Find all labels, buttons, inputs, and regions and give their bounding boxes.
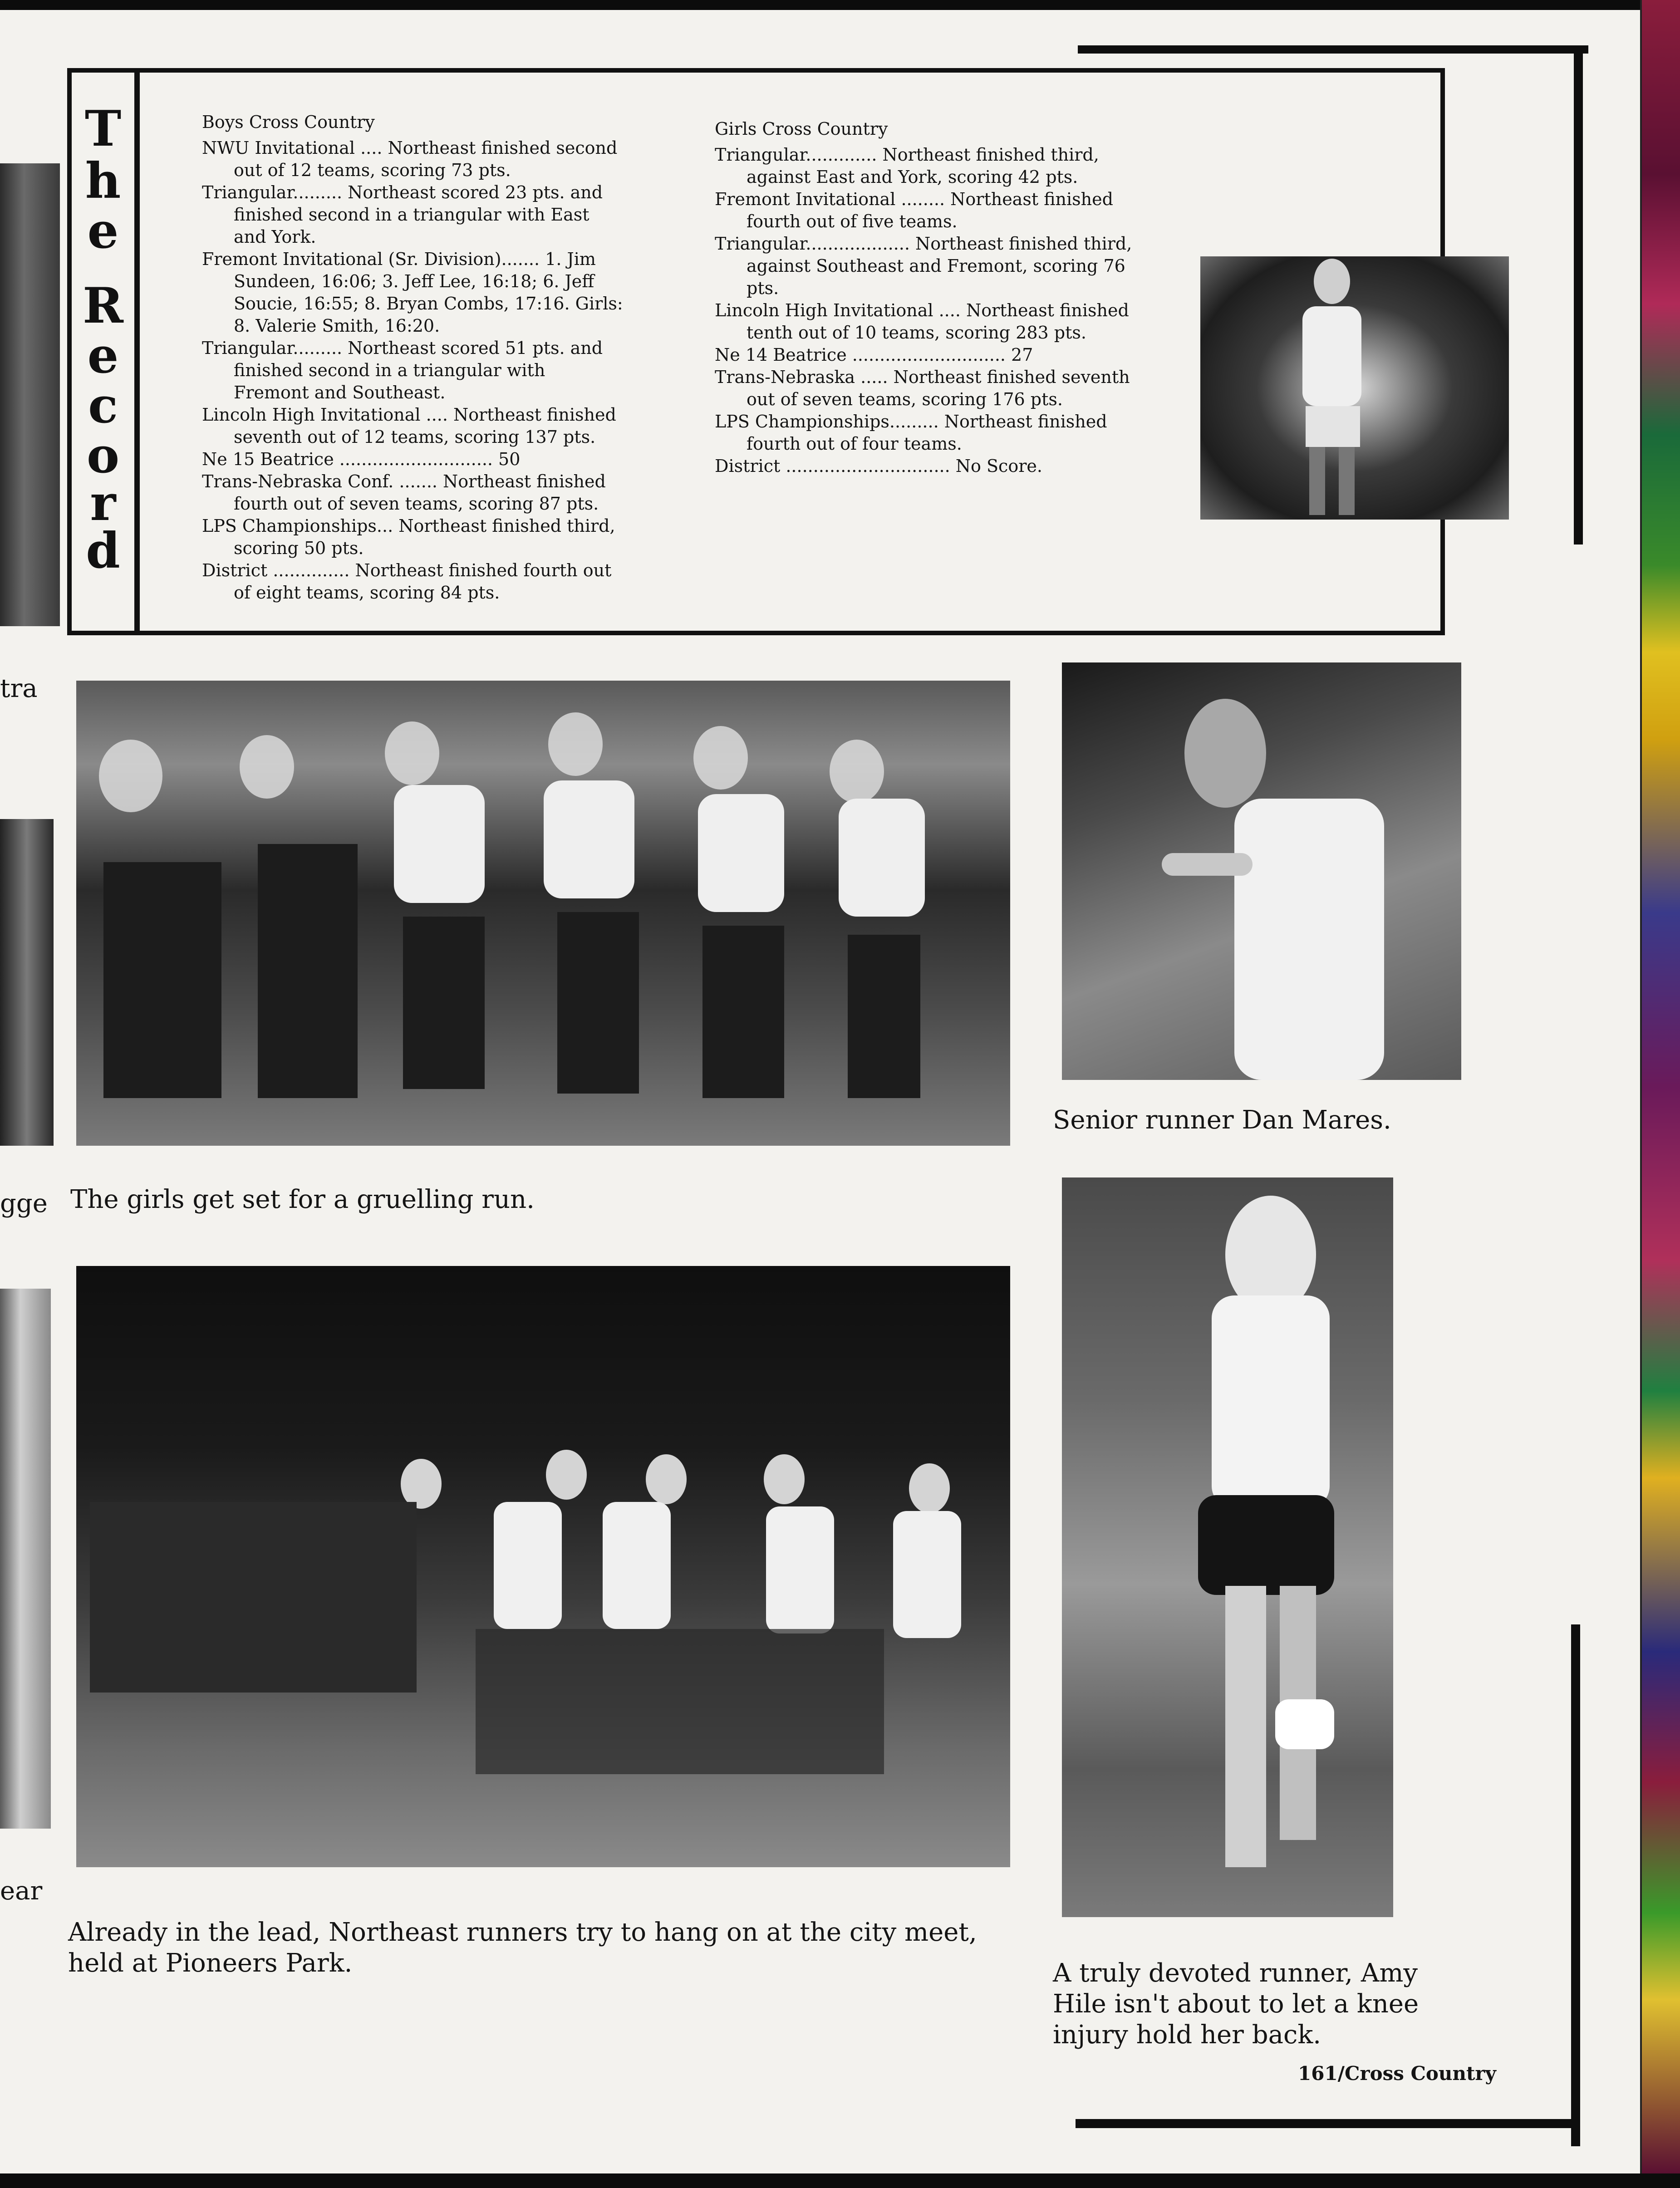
girls-record-column xyxy=(715,118,1137,477)
boys-heading: Boys Cross Country xyxy=(202,112,375,132)
bottom-rule xyxy=(1076,2119,1579,2128)
record-letter-1: T xyxy=(84,100,122,157)
girls-heading: Girls Cross Country xyxy=(715,119,888,139)
amy-hile-photo xyxy=(1062,1177,1393,1917)
boys-entry: District .............. Northeast finished fourth out of eight teams, scoring 84 pts. xyxy=(202,560,612,603)
runner-photo-small xyxy=(1200,256,1509,520)
facing-page-text-1: tra xyxy=(0,674,38,703)
record-letter-4: R xyxy=(83,277,123,334)
caption-girls-start: The girls get set for a gruelling run. xyxy=(70,1185,535,1214)
binding-edge xyxy=(1642,0,1680,2173)
top-rule xyxy=(1078,45,1588,54)
facing-page-photo-3 xyxy=(0,1289,51,1829)
girls-entry: Trans-Nebraska ..... Northeast finished seventh out of seven teams, scoring 176 pts. xyxy=(715,367,1130,409)
record-letter-7: o xyxy=(86,427,120,484)
boys-entry: Lincoln High Invitational .... Northeast finished seventh out of 12 teams, scoring 137 pts. xyxy=(202,405,616,447)
boys-entry: Triangular......... Northeast scored 51 pts. and finished second in a triangular with Fremont and Southeast. xyxy=(202,338,603,402)
girls-entry: District .............................. No Score. xyxy=(715,456,1042,476)
bottom-border xyxy=(0,2173,1680,2188)
girls-entry: Triangular............. Northeast finished third, against East and York, scoring 42 pts. xyxy=(715,145,1099,187)
record-letter-6: c xyxy=(88,377,118,434)
boys-entry: NWU Invitational .... Northeast finished second out of 12 teams, scoring 73 pts. xyxy=(202,138,618,180)
caption-dan-mares: Senior runner Dan Mares. xyxy=(1053,1105,1391,1135)
girls-start-photo xyxy=(76,681,1010,1146)
record-letter-5: e xyxy=(87,327,119,384)
right-rule-upper xyxy=(1574,45,1583,545)
girls-entry: LPS Championships......... Northeast finished fourth out of four teams. xyxy=(715,412,1107,454)
top-border xyxy=(0,0,1680,10)
page-number: 161/Cross Country xyxy=(1298,2062,1496,2085)
record-letter-3: e xyxy=(87,202,119,260)
boys-entry: Triangular......... Northeast scored 23 pts. and finished second in a triangular with East and York. xyxy=(202,182,603,247)
dan-mares-photo xyxy=(1062,662,1461,1080)
girls-entry: Ne 14 Beatrice ............................ 27 xyxy=(715,345,1033,365)
boys-entry: Trans-Nebraska Conf. ....... Northeast finished fourth out of seven teams, scoring 87 pts. xyxy=(202,471,606,514)
city-meet-photo xyxy=(76,1266,1010,1867)
record-letter-2: h xyxy=(85,152,121,210)
boys-entry: Ne 15 Beatrice ............................ 50 xyxy=(202,449,521,469)
boys-entry: Fremont Invitational (Sr. Division)....... 1. Jim Sundeen, 16:06; 3. Jeff Lee, 16:18; 6. Jeff Soucie, 16:55; 8. Bryan Combs, 17:16. Girls: 8. Valerie Smith, 16:20. xyxy=(202,249,623,336)
girls-entry: Fremont Invitational ........ Northeast finished fourth out of five teams. xyxy=(715,189,1113,231)
girls-entry: Triangular................... Northeast finished third, against Southeast and Fremont, scoring 76 pts. xyxy=(715,234,1132,298)
facing-page-photo-1 xyxy=(0,163,60,626)
record-letter-8: r xyxy=(90,475,116,532)
boys-record-column xyxy=(202,111,624,604)
facing-page-text-2: gge xyxy=(0,1189,48,1218)
caption-amy-hile: A truly devoted runner, Amy Hile isn't about to let a knee injury hold her back. xyxy=(1053,1958,1419,2050)
boys-entry: LPS Championships... Northeast finished third, scoring 50 pts. xyxy=(202,516,615,558)
right-rule-lower xyxy=(1571,1624,1580,2146)
girls-entry: Lincoln High Invitational .... Northeast finished tenth out of 10 teams, scoring 283 pts. xyxy=(715,300,1129,343)
caption-city-meet: Already in the lead, Northeast runners try to hang on at the city meet, held at Pioneers Park. xyxy=(68,1918,977,1978)
facing-page-text-3: ear xyxy=(0,1876,43,1906)
facing-page-photo-2 xyxy=(0,819,54,1146)
record-letter-9: d xyxy=(86,522,120,579)
